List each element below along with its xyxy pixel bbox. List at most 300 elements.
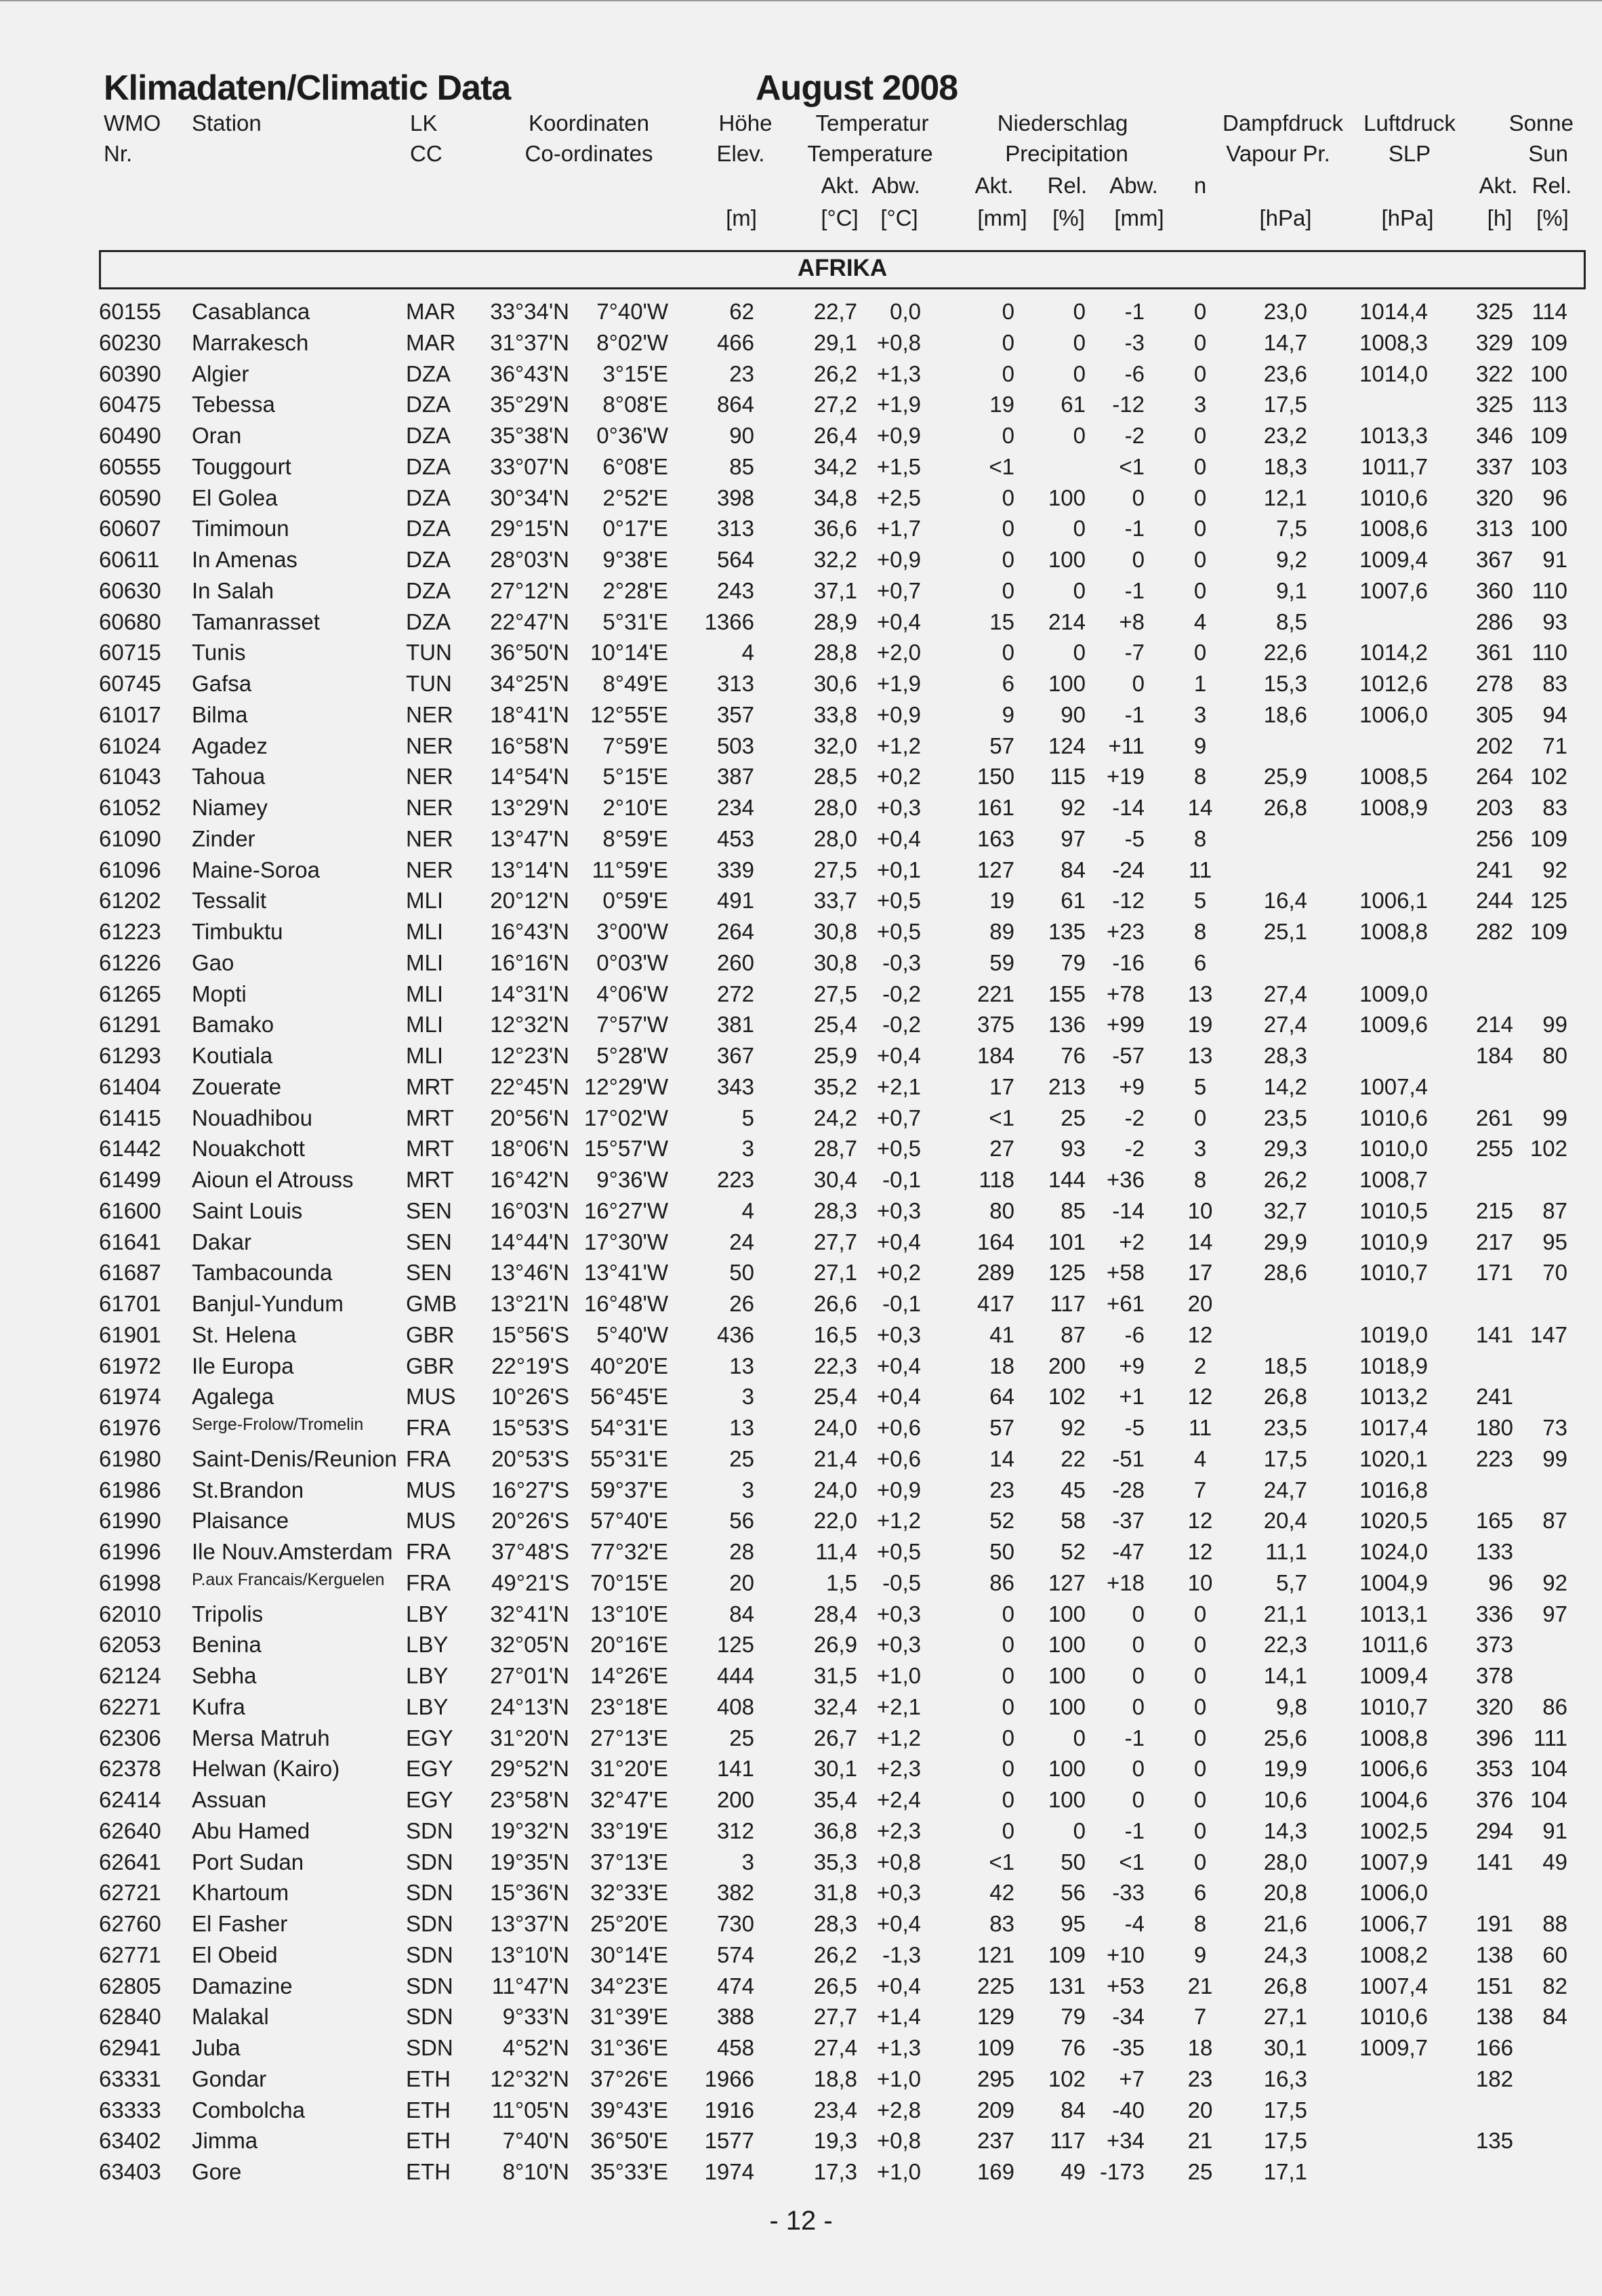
prec-relative: 61 [1061,888,1086,914]
prec-actual: 17 [989,1073,1014,1099]
prec-days: 20 [1187,2097,1213,2123]
latitude: 28°03'N [490,547,569,572]
prec-deviation: 0 [1132,1601,1145,1626]
temp-deviation: 0,0 [890,299,921,324]
prec-relative: 50 [1061,1849,1086,1874]
prec-days: 0 [1193,485,1207,510]
elevation: 491 [716,888,754,914]
vapour-pressure: 23,5 [1263,1415,1307,1440]
country-code: NER [406,701,453,727]
latitude: 14°31'N [490,981,569,1006]
longitude: 0°03'W [596,949,668,975]
elevation: 388 [716,2004,754,2030]
prec-actual: 6 [1002,671,1014,696]
vapour-pressure: 22,3 [1263,1632,1307,1658]
header-sun-akt: Akt. [1479,173,1518,198]
vapour-pressure: 9,8 [1276,1694,1307,1719]
sun-relative: 113 [1532,392,1567,417]
prec-days: 0 [1193,1787,1207,1812]
prec-deviation: -12 [1112,888,1145,914]
prec-relative: 127 [1048,1570,1086,1595]
latitude: 20°12'N [490,888,569,914]
wmo-number: 60590 [99,485,161,510]
station-name: Abu Hamed [192,1818,310,1843]
table-row [0,1167,1602,1198]
wmo-number: 61223 [99,919,161,944]
header-elev: Elev. [716,141,765,166]
temp-actual: 23,4 [813,2097,857,2123]
temp-deviation: +1,3 [876,361,921,386]
sun-hours: 286 [1475,609,1513,634]
header-temp-abw: Abw. [871,173,920,198]
table-row [0,2128,1602,2159]
elevation: 4 [741,640,754,665]
prec-relative: 90 [1061,701,1086,727]
station-name: Nouadhibou [192,1105,312,1130]
elevation: 408 [716,1694,754,1719]
wmo-number: 60390 [99,361,161,386]
temp-deviation: +0,4 [876,1384,921,1410]
latitude: 8°10'N [502,2159,569,2184]
sun-hours: 346 [1475,423,1513,448]
sun-relative: 147 [1529,1321,1567,1347]
sun-relative: 111 [1533,1725,1567,1750]
vapour-pressure: 22,6 [1263,640,1307,665]
sun-hours: 329 [1475,329,1513,355]
table-row [0,826,1602,857]
elevation: 3 [741,1849,754,1874]
longitude: 7°40'W [596,299,668,324]
latitude: 35°29'N [490,392,569,417]
table-row [0,1632,1602,1663]
sun-relative: 99 [1542,1012,1567,1038]
station-name: Tessalit [192,888,267,914]
prec-relative: 124 [1048,733,1086,758]
sun-relative: 49 [1542,1849,1567,1874]
header-unit-vapour: [hPa] [1259,205,1312,230]
elevation: 444 [716,1663,754,1688]
elevation: 1974 [704,2159,754,2184]
country-code: SEN [406,1197,452,1223]
wmo-number: 62306 [99,1725,161,1750]
header-precipitation: Precipitation [1005,141,1128,166]
country-code: SDN [406,2035,453,2060]
vapour-pressure: 11,1 [1265,1539,1307,1564]
sun-relative: 71 [1542,733,1567,758]
country-code: SEN [406,1229,452,1254]
sea-level-pressure: 1017,4 [1359,1415,1428,1440]
prec-relative: 100 [1048,1601,1086,1626]
temp-deviation: +0,4 [876,1911,921,1936]
vapour-pressure: 20,4 [1263,1508,1307,1534]
sea-level-pressure: 1010,6 [1359,485,1428,510]
temp-deviation: +1,2 [876,1725,921,1750]
table-row [0,1043,1602,1074]
table-row [0,1880,1602,1911]
station-name: Timbuktu [192,919,283,944]
prec-actual: 64 [989,1384,1014,1410]
sun-hours: 320 [1475,1694,1513,1719]
prec-actual: 0 [1002,1818,1014,1843]
station-name: El Fasher [192,1911,288,1936]
prec-actual: 0 [1002,361,1014,386]
prec-days: 0 [1193,1601,1207,1626]
vapour-pressure: 27,4 [1263,981,1307,1006]
longitude: 31°39'E [590,2004,668,2030]
prec-days: 19 [1187,1012,1213,1038]
sun-relative: 91 [1542,1818,1567,1843]
prec-days: 0 [1193,1632,1207,1658]
station-name: Port Sudan [192,1849,304,1874]
header-niederschlag: Niederschlag [997,110,1128,136]
sun-relative: 100 [1529,361,1567,386]
prec-actual: 0 [1002,1725,1014,1750]
table-row [0,1725,1602,1757]
elevation: 398 [716,485,754,510]
temp-actual: 30,1 [813,1756,857,1782]
country-code: LBY [406,1601,449,1626]
wmo-number: 61291 [99,1012,161,1038]
country-code: DZA [406,361,451,386]
latitude: 19°35'N [490,1849,569,1874]
prec-relative: 79 [1061,2004,1086,2030]
station-name: Koutiala [192,1043,273,1068]
header-unit-sun-h: [h] [1487,205,1513,230]
temp-actual: 30,4 [813,1167,857,1192]
prec-actual: 150 [977,764,1014,790]
table-row [0,764,1602,795]
sun-relative: 110 [1532,640,1567,665]
prec-relative: 85 [1061,1197,1086,1223]
temp-actual: 28,0 [813,795,857,820]
header-unit-prec-abw: [mm] [1114,205,1164,230]
prec-days: 1 [1193,671,1207,696]
prec-actual: 0 [1002,577,1014,603]
prec-actual: 295 [977,2066,1014,2091]
header-wmo: WMO [104,110,161,136]
temp-actual: 21,4 [813,1446,857,1471]
prec-actual: 109 [977,2035,1014,2060]
elevation: 260 [716,949,754,975]
sun-relative: 94 [1542,701,1567,727]
prec-relative: 0 [1073,361,1086,386]
elevation: 28 [729,1539,754,1564]
longitude: 12°55'E [590,701,668,727]
page-number: - 12 - [769,2206,833,2236]
sun-hours: 282 [1475,919,1513,944]
sun-hours: 202 [1475,733,1513,758]
station-name: Zinder [192,825,255,851]
table-row [0,578,1602,609]
sea-level-pressure: 1006,0 [1359,1880,1428,1906]
sun-hours: 151 [1475,1973,1513,1998]
temp-deviation: +0,4 [876,825,921,851]
vapour-pressure: 9,2 [1276,547,1307,572]
elevation: 436 [716,1321,754,1347]
prec-actual: 86 [989,1570,1014,1595]
sun-hours: 278 [1475,671,1513,696]
prec-days: 0 [1193,299,1207,324]
prec-actual: 50 [989,1539,1014,1564]
wmo-number: 61687 [99,1260,161,1286]
prec-days: 8 [1193,1167,1207,1192]
country-code: DZA [406,453,451,479]
prec-deviation: -35 [1112,2035,1145,2060]
sun-hours: 322 [1475,361,1513,386]
temp-actual: 36,6 [813,516,857,541]
temp-actual: 24,2 [813,1105,857,1130]
temp-actual: 34,8 [813,485,857,510]
table-row [0,485,1602,516]
sun-relative: 100 [1529,516,1567,541]
prec-relative: 100 [1048,1756,1086,1782]
wmo-number: 61974 [99,1384,161,1410]
elevation: 1916 [704,2097,754,2123]
sea-level-pressure: 1012,6 [1359,671,1428,696]
prec-actual: 164 [977,1229,1014,1254]
prec-relative: 100 [1048,485,1086,510]
elevation: 125 [716,1632,754,1658]
table-row [0,299,1602,330]
sea-level-pressure: 1006,7 [1359,1911,1428,1936]
vapour-pressure: 26,8 [1263,1384,1307,1410]
latitude: 31°20'N [490,1725,569,1750]
sun-relative: 84 [1542,2004,1567,2030]
prec-days: 0 [1193,1725,1207,1750]
prec-relative: 45 [1061,1477,1086,1502]
header-prec-n: n [1193,173,1207,198]
temp-actual: 28,4 [813,1601,857,1626]
header-unit-prec-rel: [%] [1052,205,1085,230]
latitude: 10°26'S [491,1384,569,1410]
header-unit-sun-pct: [%] [1536,205,1569,230]
temp-deviation: +0,7 [876,1105,921,1130]
prec-actual: 18 [989,1353,1014,1378]
prec-actual: 0 [1002,547,1014,572]
prec-actual: 42 [989,1880,1014,1906]
elevation: 24 [729,1229,754,1254]
prec-relative: 61 [1061,392,1086,417]
elevation: 56 [729,1508,754,1534]
vapour-pressure: 28,3 [1263,1043,1307,1068]
prec-days: 4 [1193,609,1207,634]
prec-actual: 0 [1002,516,1014,541]
temp-actual: 16,5 [813,1321,857,1347]
prec-deviation: -4 [1124,1911,1145,1936]
vapour-pressure: 21,1 [1263,1601,1307,1626]
prec-actual: 52 [989,1508,1014,1534]
longitude: 32°47'E [590,1787,668,1812]
temp-deviation: +0,4 [876,609,921,634]
prec-days: 11 [1188,1415,1212,1440]
station-name: Tambacounda [192,1260,333,1286]
sun-hours: 138 [1475,2004,1513,2030]
prec-actual: 14 [989,1446,1014,1471]
prec-relative: 76 [1061,2035,1086,2060]
longitude: 12°29'W [583,1073,668,1099]
station-name: Touggourt [192,453,291,479]
sun-relative: 109 [1529,919,1567,944]
latitude: 13°47'N [490,825,569,851]
vapour-pressure: 8,5 [1276,609,1307,634]
prec-days: 17 [1187,1260,1213,1286]
sun-hours: 360 [1475,577,1513,603]
station-name: Damazine [192,1973,293,1998]
station-name: Mopti [192,981,247,1006]
prec-deviation: -1 [1124,516,1145,541]
wmo-number: 62414 [99,1787,161,1812]
prec-relative: 87 [1061,1321,1086,1347]
vapour-pressure: 25,1 [1263,919,1307,944]
latitude: 16°58'N [490,733,569,758]
temp-actual: 30,8 [813,949,857,975]
country-code: MLI [406,1012,444,1038]
country-code: MRT [406,1167,454,1192]
sun-hours: 337 [1475,453,1513,479]
vapour-pressure: 21,6 [1263,1911,1307,1936]
sea-level-pressure: 1024,0 [1359,1539,1428,1564]
temp-actual: 33,7 [813,888,857,914]
temp-deviation: +2,8 [876,2097,921,2123]
country-code: ETH [406,2097,451,2123]
sun-hours: 141 [1475,1849,1513,1874]
station-name: Helwan (Kairo) [192,1756,340,1782]
elevation: 357 [716,701,754,727]
country-code: DZA [406,609,451,634]
header-sonne: Sonne [1508,110,1574,136]
sun-hours: 180 [1475,1415,1513,1440]
prec-actual: 57 [989,733,1014,758]
prec-relative: 0 [1073,577,1086,603]
prec-deviation: +53 [1107,1973,1145,1998]
prec-deviation: -5 [1124,825,1145,851]
prec-actual: 0 [1002,1694,1014,1719]
vapour-pressure: 14,1 [1263,1663,1307,1688]
prec-actual: 129 [977,2004,1014,2030]
longitude: 0°17'E [602,516,668,541]
prec-relative: 49 [1061,2159,1086,2184]
station-name: Agadez [192,733,268,758]
wmo-number: 61980 [99,1446,161,1471]
sea-level-pressure: 1004,6 [1359,1787,1428,1812]
prec-days: 0 [1193,361,1207,386]
country-code: TUN [406,671,452,696]
sea-level-pressure: 1010,9 [1359,1229,1428,1254]
temp-actual: 22,0 [813,1508,857,1534]
latitude: 36°43'N [490,361,569,386]
country-code: NER [406,764,453,790]
sun-relative: 82 [1542,1973,1567,1998]
temp-deviation: +0,7 [876,577,921,603]
prec-days: 12 [1187,1508,1213,1534]
temp-actual: 27,7 [813,1229,857,1254]
prec-actual: 0 [1002,1601,1014,1626]
wmo-number: 62941 [99,2035,161,2060]
prec-relative: 102 [1048,1384,1086,1410]
header-temperatur: Temperatur [815,110,929,136]
vapour-pressure: 17,5 [1263,2097,1307,2123]
temp-deviation: +0,9 [876,423,921,448]
prec-days: 12 [1187,1539,1213,1564]
sea-level-pressure: 1020,5 [1359,1508,1428,1534]
prec-relative: 144 [1048,1167,1086,1192]
table-row [0,1415,1602,1446]
prec-actual: 237 [977,2128,1014,2154]
prec-relative: 115 [1050,764,1086,790]
station-name: Bamako [192,1012,274,1038]
prec-deviation: +36 [1107,1167,1145,1192]
table-row [0,1973,1602,2005]
sea-level-pressure: 1013,2 [1359,1384,1428,1410]
longitude: 3°15'E [602,361,668,386]
wmo-number: 63402 [99,2128,161,2154]
wmo-number: 62010 [99,1601,161,1626]
latitude: 7°40'N [502,2128,569,2154]
latitude: 37°48'S [491,1539,569,1564]
station-name: Casablanca [192,299,310,324]
prec-relative: 76 [1061,1043,1086,1068]
station-name: Combolcha [192,2097,305,2123]
prec-relative: 58 [1061,1508,1086,1534]
temp-deviation: -0,1 [882,1291,921,1316]
table-row [0,1756,1602,1787]
vapour-pressure: 26,8 [1263,795,1307,820]
country-code: MAR [406,329,456,355]
sea-level-pressure: 1008,9 [1359,795,1428,820]
temp-actual: 35,4 [813,1787,857,1812]
prec-days: 0 [1193,423,1207,448]
station-name: Aioun el Atrouss [192,1167,354,1192]
elevation: 503 [716,733,754,758]
temp-deviation: +2,0 [876,640,921,665]
latitude: 20°26'S [491,1508,569,1534]
station-name: Oran [192,423,242,448]
prec-days: 6 [1193,1880,1207,1906]
country-code: GMB [406,1291,457,1316]
vapour-pressure: 14,3 [1263,1818,1307,1843]
latitude: 29°15'N [490,516,569,541]
temp-deviation: +0,8 [876,1849,921,1874]
latitude: 31°37'N [490,329,569,355]
prec-days: 25 [1187,2159,1213,2184]
sea-level-pressure: 1006,0 [1359,701,1428,727]
station-name: Zouerate [192,1073,282,1099]
elevation: 1966 [704,2066,754,2091]
prec-relative: 100 [1048,547,1086,572]
prec-actual: 27 [989,1136,1014,1162]
sun-relative: 114 [1532,299,1567,324]
prec-days: 12 [1187,1321,1213,1347]
prec-days: 10 [1187,1570,1213,1595]
prec-deviation: -14 [1112,795,1145,820]
prec-deviation: -51 [1112,1446,1145,1471]
latitude: 27°01'N [490,1663,569,1688]
country-code: MUS [406,1477,456,1502]
temp-actual: 24,0 [813,1477,857,1502]
sun-hours: 166 [1475,2035,1513,2060]
table-row [0,1198,1602,1229]
prec-actual: 417 [977,1291,1014,1316]
prec-relative: 100 [1048,1787,1086,1812]
table-row [0,919,1602,950]
temp-deviation: +2,4 [876,1787,921,1812]
prec-actual: 15 [989,609,1014,634]
prec-actual: 19 [989,888,1014,914]
country-code: NER [406,795,453,820]
temp-deviation: +0,4 [876,1043,921,1068]
longitude: 36°50'E [590,2128,668,2154]
country-code: DZA [406,392,451,417]
